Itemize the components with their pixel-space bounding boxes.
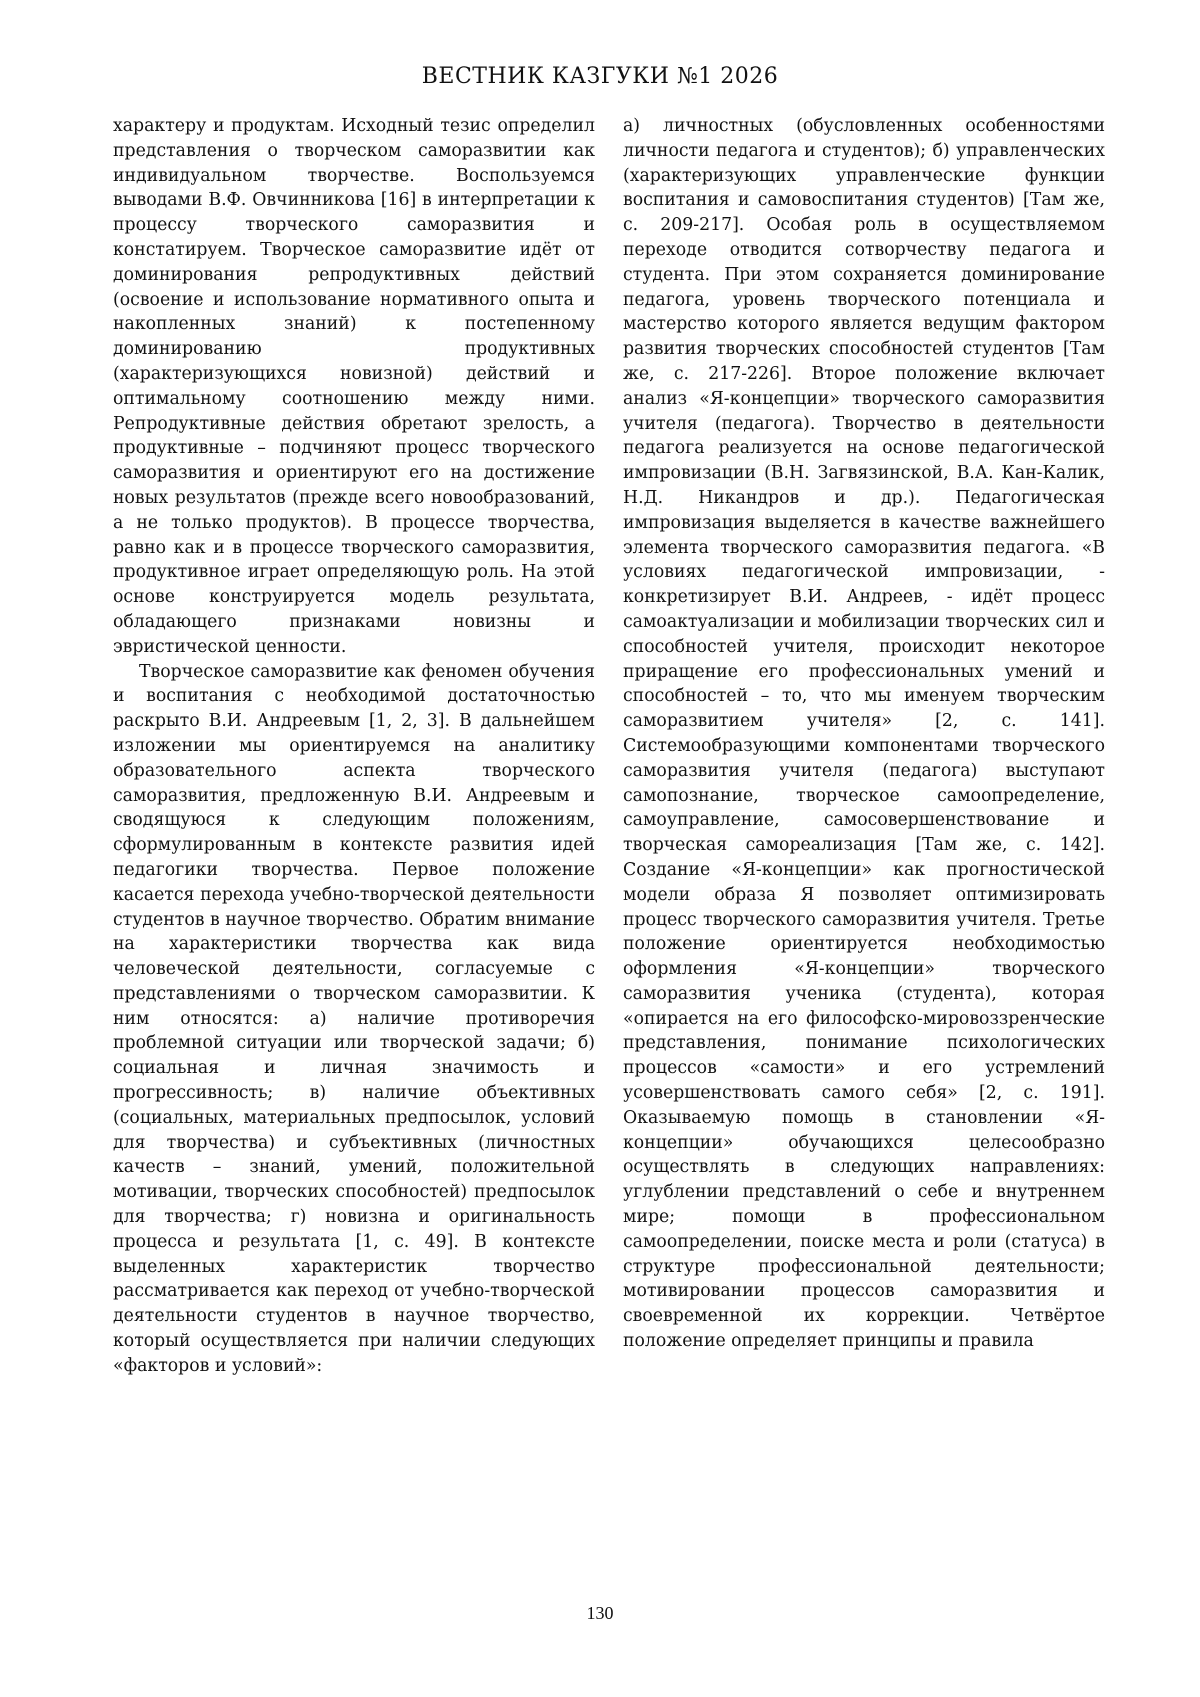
journal-header: ВЕСТНИК КАЗГУКИ №1 2026 bbox=[421, 64, 779, 89]
right-column bbox=[623, 114, 1105, 1354]
left-column bbox=[113, 114, 595, 1379]
paragraph: Творческое саморазвитие как феномен обучения и воспитания с необходимой достаточностью раскрыто В.И. Андреевым [1, 2, 3]. В дальнейшем изложении мы ориентируемся на аналитику образовательного аспекта творческого саморазвития, предложенную В.И. Андреевым и сводящуюся к следующим положениям, сформулированным в контексте развития идей педагогики творчества. Первое положение касается перехода учебно-творческой деятельности студентов в научное творчество. Обратим внимание на характеристики творчества как вида человеческой деятельности, согласуемые с представлениями о творческом саморазвитии. К ним относятся: а) наличие противоречия проблемной ситуации или творческой задачи; б) социальная и личная значимость и прогрессивность; в) наличие объективных (социальных, материальных предпосылок, условий для творчества) и субъективных (личностных качеств – знаний, умений, положительной мотивации, творческих способностей) предпосылок для творчества; г) новизна и оригинальность процесса и результата [1, с. 49]. В контексте выделенных характеристик творчество рассматривается как переход от учебно-творческой деятельности студентов в научное творчество, который осуществляется при наличии следующих «факторов и условий»: bbox=[113, 661, 595, 1376]
paragraph: а) личностных (обусловленных особенностями личности педагога и студентов); б) управленческих (характеризующих управленческие функции воспитания и самовоспитания студентов) [Там же, с. 209-217]. Особая роль в осуществляемом переходе отводится сотворчеству педагога и студента. При этом сохраняется доминирование педагога, уровень творческого потенциала и мастерство которого является ведущим фактором развития творческих способностей студентов [Там же, с. 217-226]. Второе положение включает анализ «Я-концепции» творческого саморазвития учителя (педагога). Творчество в деятельности педагога реализуется на основе педагогической импровизации (В.Н. Загвязинской, В.А. Кан-Калик, Н.Д. Никандров и др.). Педагогическая импровизация выделяется в качестве важнейшего элемента творческого саморазвития педагога. «В условиях педагогической импровизации, - конкретизирует В.И. Андреев, - идёт процесс самоактуализации и мобилизации творческих сил и способностей учителя, происходит некоторое приращение его профессиональных умений и способностей – то, что мы именуем творческим саморазвитием учителя» [2, с. 141]. Системообразующими компонентами творческого саморазвития учителя (педагога) выступают самопознание, творческое самоопределение, самоуправление, самосовершенствование и творческая самореализация [Там же, с. 142]. Создание «Я-концепции» как прогностической модели образа Я позволяет оптимизировать процесс творческого саморазвития учителя. Третье положение ориентируется необходимостью оформления «Я-концепции» творческого саморазвития ученика (студента), которая «опирается на его философско-мировоззренческие представления, понимание психологических процессов «самости» и его устремлений усовершенствовать самого себя» [2, с. 191]. Оказываемую помощь в становлении «Я-концепции» обучающихся целесообразно осуществлять в следующих направлениях: углублении представлений о себе и внутреннем мире; помощи в профессиональном самоопределении, поиске места и роли (статуса) в структуре профессиональной деятельности; мотивировании процессов саморазвития и своевременной их коррекции. Четвёртое положение определяет принципы и правила bbox=[623, 116, 1105, 1352]
paragraph: характеру и продуктам. Исходный тезис определил представления о творческом саморазвитии как индивидуальном творчестве. Воспользуемся выводами В.Ф. Овчинникова [16] в интерпретации к процессу творческого саморазвития и констатируем. Творческое саморазвитие идёт от доминирования репродуктивных действий (освоение и использование нормативного опыта и накопленных знаний) к постепенному доминированию продуктивных (характеризующихся новизной) действий и оптимальному соотношению между ними. Репродуктивные действия обретают зрелость, а продуктивные – подчиняют процесс творческого саморазвития и ориентируют его на достижение новых результатов (прежде всего новообразований, а не только продуктов). В процессе творчества, равно как и в процессе творческого саморазвития, продуктивное играет определяющую роль. На этой основе конструируется модель результата, обладающего признаками новизны и эвристической ценности. bbox=[113, 116, 595, 657]
page-number: 130 bbox=[586, 1603, 614, 1623]
